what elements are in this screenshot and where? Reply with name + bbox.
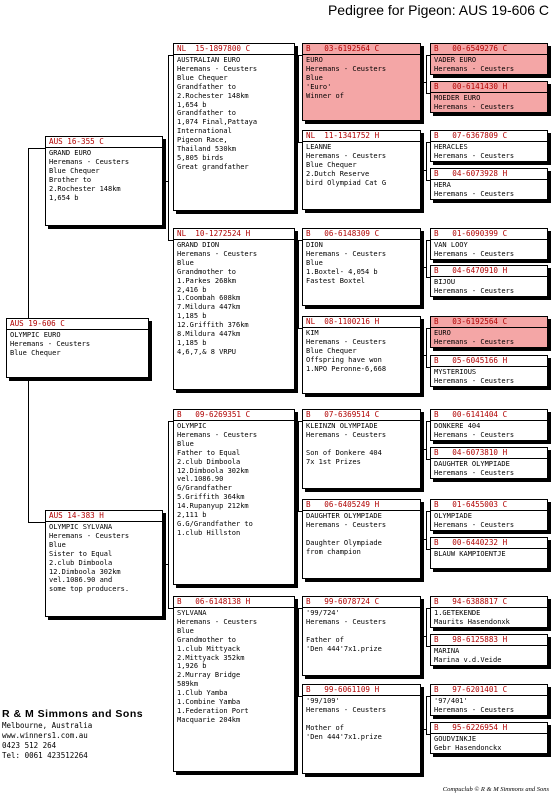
pigeon-details: [303, 696, 420, 743]
pigeon-name: AUSTRALIAN EURO: [177, 56, 241, 64]
pigeon-info-line: 'Den 444'7x1.prize: [306, 732, 382, 741]
connector-line: [298, 55, 299, 142]
pigeon-info-line: 1.Boxtel- 4,054 b: [306, 267, 378, 276]
pigeon-info-line: Heremans - Ceusters: [434, 337, 515, 346]
pigeon-info-line: Heremans - Ceusters: [434, 189, 515, 198]
pigeon-info-line: Heremans - Ceusters: [434, 286, 515, 295]
pigeon-info-line: 1.Coombah 608km: [177, 294, 241, 303]
pedigree-card-gen5-7[interactable]: [430, 355, 548, 387]
pigeon-details: [303, 608, 420, 655]
pigeon-details: [431, 367, 547, 387]
pigeon-info-line: Blue: [306, 73, 323, 82]
pigeon-info-line: Heremans - Ceusters: [306, 249, 387, 258]
pigeon-name: 1.GETEKENDE: [434, 609, 481, 617]
pedigree-card-gen5-4[interactable]: [430, 228, 548, 260]
pigeon-name: VAN LOOY: [434, 241, 468, 249]
pigeon-details: [303, 328, 420, 375]
pigeon-info-line: 5,805 birds: [177, 153, 224, 162]
pigeon-info-line: 1,654 b: [49, 193, 79, 202]
pigeon-name: OLYMPIADE: [434, 512, 472, 520]
pigeon-name: DAUGHTER OLYMPIADE: [434, 460, 510, 468]
ring-number: B 98-6125883 H: [431, 635, 547, 646]
pigeon-details: [46, 522, 162, 595]
ring-number: B 07-6369514 C: [303, 410, 420, 421]
pedigree-card-gen4-5[interactable]: [302, 499, 421, 579]
pigeon-details: [174, 421, 294, 539]
pigeon-info-line: 2,111 b: [177, 511, 207, 520]
pedigree-card-gen2-0[interactable]: [45, 136, 163, 226]
pigeon-details: [431, 646, 547, 666]
pedigree-card-gen1[interactable]: [6, 318, 149, 378]
pigeon-info-line: Blue Chequer: [306, 346, 357, 355]
pedigree-card-gen5-0[interactable]: [430, 43, 548, 75]
connector-line: [298, 240, 299, 328]
pigeon-info-line: Heremans - Ceusters: [434, 376, 515, 385]
pigeon-details: [174, 55, 294, 173]
pigeon-info-line: 1.Club Yamba: [177, 689, 228, 698]
ring-number: B 03-6192564 C: [431, 317, 547, 328]
pigeon-info-line: 1.Combine Yamba: [177, 698, 241, 707]
pigeon-info-line: 12.Dimboola 302km: [177, 466, 249, 475]
pigeon-info-line: Heremans - Ceusters: [177, 64, 258, 73]
pigeon-info-line: Blue Chequer: [177, 73, 228, 82]
pigeon-info-line: 2,416 b: [177, 285, 207, 294]
connector-line: [168, 55, 169, 240]
pedigree-card-gen5-6[interactable]: [430, 316, 548, 348]
breeder-line: Tel: 0061 423512264: [2, 751, 88, 760]
pigeon-name: DAUGHTER OLYMPIADE: [306, 512, 382, 520]
pigeon-info-line: 1,185 b: [177, 338, 207, 347]
pigeon-info-line: 14.Rupanyup 212km: [177, 502, 249, 511]
pedigree-card-gen4-7[interactable]: [302, 684, 421, 774]
pigeon-info-line: Grandfather to: [177, 82, 237, 91]
pigeon-info-line: Thailand 530km: [177, 145, 237, 154]
pigeon-info-line: bird Olympiad Cat G: [306, 178, 387, 187]
ring-number: B 99-6061109 H: [303, 685, 420, 696]
pigeon-info-line: 1,074 Final,Pattaya: [177, 118, 258, 127]
pedigree-card-gen2-1[interactable]: [45, 510, 163, 617]
pigeon-info-line: 5.Griffith 364km: [177, 493, 245, 502]
pigeon-info-line: [306, 627, 417, 636]
pigeon-info-line: Gebr Hasendonckx: [434, 743, 502, 752]
pigeon-details: [7, 330, 148, 359]
pigeon-info-line: Heremans - Ceusters: [49, 531, 130, 540]
connector-line: [298, 608, 299, 696]
ring-number: B 09-6269351 C: [174, 410, 294, 421]
pedigree-card-gen4-6[interactable]: [302, 596, 421, 676]
pedigree-card-gen5-3[interactable]: [430, 168, 548, 200]
pigeon-name: BLAUW KAMPIOENTJE: [434, 550, 506, 558]
pigeon-info-line: Brother to: [49, 175, 92, 184]
pigeon-info-line: vel.1086.90: [177, 475, 224, 484]
pigeon-info-line: Son of Donkere 404: [306, 448, 382, 457]
pedigree-card-gen5-12[interactable]: [430, 596, 548, 628]
pigeon-details: [303, 511, 420, 558]
pedigree-card-gen5-8[interactable]: [430, 409, 548, 441]
pigeon-name: KLEINZN OLYMPIADE: [306, 422, 378, 430]
pigeon-details: [431, 277, 547, 297]
connector-line: [168, 421, 169, 608]
pedigree-card-gen3-3[interactable]: [173, 596, 295, 772]
pigeon-info-line: 12.Griffith 376km: [177, 321, 249, 330]
connector-line: [426, 696, 427, 734]
pigeon-name: BIJOU: [434, 278, 456, 286]
ring-number: B 05-6045166 H: [431, 356, 547, 367]
pigeon-details: [431, 459, 547, 479]
pigeon-info-line: Daughter Olympiade: [306, 538, 382, 547]
breeder-info: [2, 707, 143, 761]
pigeon-details: [303, 55, 420, 102]
pigeon-info-line: 12.Dimboola 302km: [49, 567, 121, 576]
ring-number: NL 08-1100216 H: [303, 317, 420, 328]
pigeon-info-line: Blue Chequer: [10, 348, 61, 357]
pigeon-info-line: 'Euro': [306, 82, 332, 91]
ring-number: B 97-6201401 C: [431, 685, 547, 696]
ring-number: B 00-6440232 H: [431, 538, 547, 549]
ring-number: AUS 14-383 H: [46, 511, 162, 522]
connector-line: [426, 421, 427, 459]
connector-line: [426, 55, 427, 93]
pigeon-name: '99/724': [306, 609, 340, 617]
pedigree-card-gen5-14[interactable]: [430, 684, 548, 716]
pedigree-card-gen5-9[interactable]: [430, 447, 548, 479]
pigeon-info-line: Heremans - Ceusters: [306, 430, 387, 439]
pigeon-details: [431, 734, 547, 754]
pigeon-info-line: G.G/Grandfather to: [177, 519, 253, 528]
pedigree-card-gen5-15[interactable]: [430, 722, 548, 754]
pigeon-info-line: from champion: [306, 547, 361, 556]
pigeon-info-line: Winner of: [306, 91, 344, 100]
page-title: Pedigree for Pigeon: AUS 19-606 C: [327, 2, 549, 18]
pedigree-card-gen5-10[interactable]: [430, 499, 548, 531]
pigeon-info-line: Heremans - Ceusters: [177, 430, 258, 439]
pigeon-info-line: Heremans - Ceusters: [434, 102, 515, 111]
pedigree-card-gen4-2[interactable]: [302, 228, 421, 306]
pigeon-info-line: Heremans - Ceusters: [306, 520, 387, 529]
pigeon-info-line: Great grandfather: [177, 162, 249, 171]
pigeon-name: KIM: [306, 329, 319, 337]
pigeon-info-line: vel.1086.90 and: [49, 576, 113, 585]
pedigree-card-gen5-1[interactable]: [430, 81, 548, 113]
pigeon-details: [174, 240, 294, 358]
connector-line: [426, 240, 427, 277]
pigeon-info-line: 1.Federation Port: [177, 706, 249, 715]
pigeon-name: OLYMPIC EURO: [10, 331, 61, 339]
pigeon-info-line: Fastest Boxtel: [306, 276, 366, 285]
pigeon-info-line: Heremans - Ceusters: [434, 430, 515, 439]
pigeon-info-line: 1.NPO Peronne-6,668: [306, 364, 387, 373]
pedigree-card-gen3-1[interactable]: [173, 228, 295, 390]
pigeon-info-line: 'Den 444'7x1.prize: [306, 644, 382, 653]
ring-number: B 01-6090399 C: [431, 229, 547, 240]
pigeon-details: [303, 421, 420, 468]
ring-number: B 94-6388817 C: [431, 597, 547, 608]
pigeon-details: [46, 148, 162, 203]
pigeon-info-line: Blue Chequer: [306, 160, 357, 169]
pigeon-info-line: Pigeon Race,: [177, 136, 228, 145]
pedigree-card-gen4-0[interactable]: [302, 43, 421, 121]
pigeon-info-line: [306, 440, 417, 449]
pigeon-info-line: Heremans - Ceusters: [306, 64, 387, 73]
pigeon-info-line: 4,6,7,& 8 VRPU: [177, 347, 237, 356]
pigeon-info-line: 7.Mildura 447km: [177, 303, 241, 312]
pigeon-info-line: Blue: [177, 626, 194, 635]
pigeon-details: [431, 142, 547, 162]
ring-number: AUS 19-606 C: [7, 319, 148, 330]
pedigree-card-gen4-1[interactable]: [302, 130, 421, 210]
ring-number: B 00-6141404 C: [431, 410, 547, 421]
ring-number: B 06-6405249 H: [303, 500, 420, 511]
pigeon-details: [431, 421, 547, 441]
pigeon-name: OLYMPIC SYLVANA: [49, 523, 113, 531]
pigeon-name: HERA: [434, 181, 451, 189]
ring-number: B 03-6192564 C: [303, 44, 420, 55]
pedigree-card-gen5-2[interactable]: [430, 130, 548, 162]
connector-line: [298, 421, 299, 511]
pigeon-info-line: 8.Mildura 447km: [177, 330, 241, 339]
pigeon-info-line: International: [177, 127, 232, 136]
pigeon-info-line: 1.club Hillston: [177, 528, 241, 537]
pigeon-details: [431, 180, 547, 200]
pigeon-info-line: [306, 715, 417, 724]
ring-number: B 01-6455003 C: [431, 500, 547, 511]
pigeon-info-line: Blue: [177, 258, 194, 267]
connector-line: [426, 328, 427, 367]
pigeon-info-line: 1.club Mittyack: [177, 644, 241, 653]
pigeon-info-line: Heremans - Ceusters: [10, 339, 91, 348]
pigeon-info-line: Heremans - Ceusters: [434, 151, 515, 160]
pigeon-info-line: G/Grandfather: [177, 484, 232, 493]
ring-number: NL 15-1897800 C: [174, 44, 294, 55]
breeder-line: 0423 512 264: [2, 741, 57, 750]
pigeon-info-line: Grandfather to: [177, 109, 237, 118]
pigeon-info-line: Blue: [49, 540, 66, 549]
pigeon-info-line: Macquarie 204km: [177, 715, 241, 724]
ring-number: B 04-6073810 H: [431, 448, 547, 459]
pigeon-details: [431, 608, 547, 628]
pedigree-card-gen4-3[interactable]: [302, 316, 421, 394]
pigeon-info-line: Father of: [306, 635, 344, 644]
pigeon-name: MOEDER EURO: [434, 94, 481, 102]
pigeon-name: VADER EURO: [434, 56, 477, 64]
pigeon-name: EURO: [306, 56, 323, 64]
connector-line: [426, 142, 427, 180]
pigeon-name: DION: [306, 241, 323, 249]
ring-number: B 07-6367809 C: [431, 131, 547, 142]
pigeon-info-line: 2.Rochester 148km: [49, 184, 121, 193]
pigeon-name: MARINA: [434, 647, 460, 655]
pedigree-card-gen3-2[interactable]: [173, 409, 295, 585]
ring-number: B 00-6549276 C: [431, 44, 547, 55]
pigeon-info-line: 2.Murray Bridge: [177, 671, 241, 680]
pigeon-info-line: Sister to Equal: [49, 549, 113, 558]
pedigree-card-gen5-13[interactable]: [430, 634, 548, 666]
ring-number: B 06-6148309 C: [303, 229, 420, 240]
pigeon-details: [431, 240, 547, 260]
pigeon-info-line: Heremans - Ceusters: [434, 249, 515, 258]
pigeon-info-line: Heremans - Ceusters: [177, 617, 258, 626]
pigeon-info-line: Heremans - Ceusters: [434, 468, 515, 477]
pigeon-info-line: 589km: [177, 680, 199, 689]
pigeon-info-line: 1,654 b: [177, 100, 207, 109]
pigeon-info-line: Heremans - Ceusters: [49, 157, 130, 166]
pigeon-details: [431, 93, 547, 113]
pigeon-info-line: Heremans - Ceusters: [434, 520, 515, 529]
pigeon-info-line: 1,926 b: [177, 662, 207, 671]
pigeon-name: '97/401': [434, 697, 468, 705]
pigeon-name: SYLVANA: [177, 609, 207, 617]
pigeon-name: OLYMPIC: [177, 422, 207, 430]
pigeon-info-line: Heremans - Ceusters: [434, 64, 515, 73]
pigeon-name: GRAND EURO: [49, 149, 92, 157]
ring-number: B 04-6073928 H: [431, 169, 547, 180]
pigeon-info-line: Grandmother to: [177, 635, 237, 644]
pigeon-info-line: Heremans - Ceusters: [306, 337, 387, 346]
ring-number: B 00-6141430 H: [431, 82, 547, 93]
connector-line: [426, 608, 427, 646]
ring-number: AUS 16-355 C: [46, 137, 162, 148]
pigeon-name: EURO: [434, 329, 451, 337]
pigeon-info-line: Father to Equal: [177, 448, 241, 457]
pedigree-card-gen5-11[interactable]: [430, 537, 548, 569]
pigeon-info-line: [306, 530, 417, 539]
connector-line: [28, 148, 45, 149]
ring-number: B 99-6078724 C: [303, 597, 420, 608]
connector-line: [28, 522, 45, 523]
pigeon-info-line: 1.Parkes 268km: [177, 276, 237, 285]
ring-number: B 06-6148138 H: [174, 597, 294, 608]
pigeon-info-line: Marina v.d.Veide: [434, 655, 502, 664]
pigeon-info-line: Blue Chequer: [49, 166, 100, 175]
pigeon-name: GRAND DION: [177, 241, 220, 249]
pigeon-name: DONKERE 404: [434, 422, 481, 430]
pigeon-info-line: Maurits Hasendonxk: [434, 617, 510, 626]
pigeon-name: GOUDVINKJE: [434, 735, 477, 743]
pigeon-name: MYSTERIOUS: [434, 368, 477, 376]
pigeon-details: [303, 142, 420, 189]
pigeon-details: [431, 549, 547, 560]
pigeon-info-line: Blue: [177, 439, 194, 448]
pigeon-info-line: 2.Rochester 148km: [177, 91, 249, 100]
breeder-line: Melbourne, Australia: [2, 721, 93, 730]
connector-line: [426, 511, 427, 549]
pigeon-details: [303, 240, 420, 287]
ring-number: B 95-6226954 H: [431, 723, 547, 734]
pigeon-details: [174, 608, 294, 726]
pedigree-card-gen3-0[interactable]: [173, 43, 295, 211]
pigeon-details: [431, 328, 547, 348]
pigeon-info-line: 2.Dutch Reserve: [306, 169, 370, 178]
pigeon-info-line: Heremans - Ceusters: [306, 705, 387, 714]
pigeon-info-line: Offspring have won: [306, 355, 382, 364]
ring-number: NL 10-1272524 H: [174, 229, 294, 240]
pedigree-card-gen4-4[interactable]: [302, 409, 421, 489]
pigeon-info-line: Heremans - Ceusters: [306, 617, 387, 626]
footer-credit: Compuclub © R & M Simmons and Sons: [442, 786, 549, 793]
pigeon-name: HERACLES: [434, 143, 468, 151]
breeder-name: R & M Simmons and Sons: [2, 708, 144, 720]
pigeon-name: LEANNE: [306, 143, 332, 151]
ring-number: B 04-6470910 H: [431, 266, 547, 277]
ring-number: NL 11-1341752 H: [303, 131, 420, 142]
pedigree-card-gen5-5[interactable]: [430, 265, 548, 297]
pigeon-name: '99/109': [306, 697, 340, 705]
pigeon-info-line: 2.club Dimboola: [177, 457, 241, 466]
pigeon-info-line: Heremans - Ceusters: [434, 705, 515, 714]
pigeon-details: [431, 696, 547, 716]
pigeon-info-line: Blue: [306, 258, 323, 267]
pigeon-info-line: 7x 1st Prizes: [306, 457, 361, 466]
pigeon-details: [431, 55, 547, 75]
pigeon-details: [431, 511, 547, 531]
pigeon-info-line: Grandmother to: [177, 267, 237, 276]
pigeon-info-line: Mother of: [306, 723, 344, 732]
breeder-line: www.winners1.com.au: [2, 731, 88, 740]
pigeon-info-line: some top producers.: [49, 585, 130, 594]
pigeon-info-line: 2.Mittyack 352km: [177, 653, 245, 662]
pigeon-info-line: 2.club Dimboola: [49, 558, 113, 567]
pigeon-info-line: Heremans - Ceusters: [177, 249, 258, 258]
pigeon-info-line: 1,185 b: [177, 312, 207, 321]
pigeon-info-line: Heremans - Ceusters: [306, 151, 387, 160]
